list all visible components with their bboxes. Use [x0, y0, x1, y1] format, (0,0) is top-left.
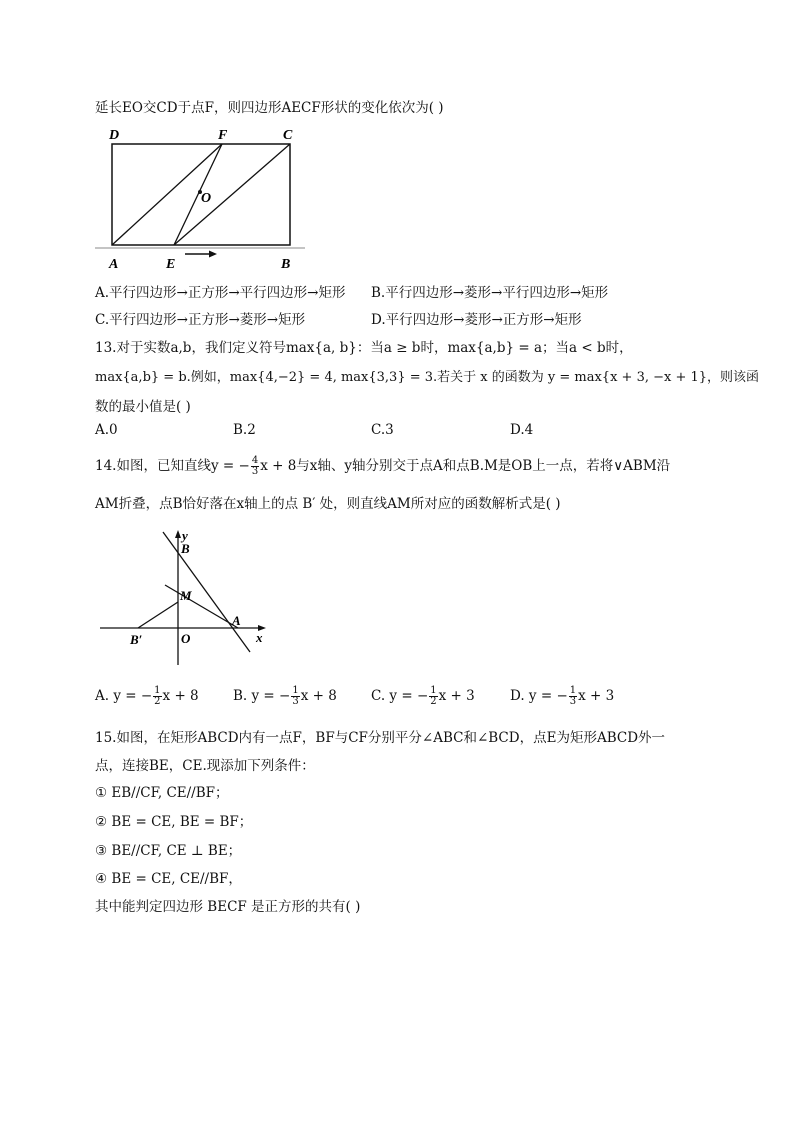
- q13-option-d: D.4: [510, 422, 534, 438]
- q14-c-pre: C. y = −: [371, 688, 429, 704]
- q12-option-c: C.平行四边形→正方形→菱形→矩形: [95, 312, 306, 328]
- q14-frac-den: 3: [251, 466, 259, 477]
- q14-option-b: [233, 686, 337, 707]
- label-C: C: [283, 128, 293, 143]
- q14-a-pre: A. y = −: [95, 688, 153, 704]
- q15-condition-1: ① EB//CF, CE//BF；: [95, 785, 229, 801]
- q14-a-num: 1: [154, 685, 161, 696]
- q14-frac-num: 4: [251, 455, 259, 466]
- q14-option-a: [95, 686, 199, 707]
- q14-d-frac: [569, 686, 577, 707]
- q14-b-post: x + 8: [300, 688, 337, 704]
- q15-condition-4: ④ BE = CE, CE//BF，: [95, 871, 242, 887]
- label-D: D: [109, 128, 120, 143]
- q14-b-frac: [291, 686, 299, 707]
- label-F: F: [218, 128, 228, 143]
- q14-a-frac: [153, 686, 161, 707]
- label-y: y: [182, 528, 188, 543]
- label-A: A: [232, 613, 241, 628]
- label-B: B: [281, 257, 291, 272]
- label-E: E: [166, 257, 176, 272]
- q15-final: 其中能判定四边形 BECF 是正方形的共有( ): [95, 899, 361, 915]
- q14-d-post: x + 3: [578, 688, 615, 704]
- label-M: M: [180, 588, 192, 603]
- label-A: A: [109, 257, 119, 272]
- q15-condition-3: ③ BE//CF, CE ⊥ BE；: [95, 843, 242, 859]
- q13-option-a: A.0: [95, 422, 118, 438]
- q12-option-b: B.平行四边形→菱形→平行四边形→矩形: [371, 285, 609, 301]
- q14-figure: [98, 522, 278, 672]
- label-x: x: [256, 630, 263, 645]
- q15-condition-2: ② BE = CE, BE = BF；: [95, 814, 253, 830]
- q12-option-a: A.平行四边形→正方形→平行四边形→矩形: [95, 285, 346, 301]
- q15-line2: 点，连接BE，CE.现添加下列条件：: [95, 758, 315, 774]
- q14-c-num: 1: [430, 685, 437, 696]
- label-O: O: [181, 631, 191, 646]
- q12-option-d: D.平行四边形→菱形→正方形→矩形: [371, 312, 582, 328]
- q13-line1: 13.对于实数a,b，我们定义符号max{a, b}：当a ≥ b时，max{a,b} = a；当a < b时，: [95, 340, 633, 356]
- q14-option-d: [510, 686, 614, 707]
- label-B: B: [181, 541, 190, 556]
- q14-d-den: 3: [569, 696, 577, 707]
- q14-d-pre: D. y = −: [510, 688, 568, 704]
- q15-line1: 15.如图，在矩形ABCD内有一点F，BF与CF分别平分∠ABC和∠BCD，点E为矩形ABCD外一: [95, 730, 666, 746]
- q14-c-den: 2: [430, 696, 437, 707]
- q14-c-post: x + 3: [438, 688, 475, 704]
- q12-figure: [95, 122, 310, 272]
- q14-b-num: 1: [292, 685, 299, 696]
- label-O: O: [201, 191, 212, 206]
- q14-c-frac: [429, 686, 437, 707]
- q14-d-num: 1: [569, 685, 577, 696]
- q14-a-den: 2: [154, 696, 161, 707]
- q14-line1: [95, 454, 670, 477]
- q13-option-b: B.2: [233, 422, 256, 438]
- q14-line2: AM折叠，点B恰好落在x轴上的点 B′ 处，则直线AM所对应的函数解析式是( ): [95, 496, 561, 512]
- q14-b-den: 3: [292, 696, 299, 707]
- q12-stem: 延长EO交CD于点F，则四边形AECF形状的变化依次为( ): [95, 100, 444, 116]
- q14-line1-pre: 14.如图，已知直线y = −: [95, 458, 250, 474]
- label-Bprime: B′: [130, 632, 143, 647]
- q14-fraction: [251, 456, 259, 477]
- q13-line2: max{a,b} = b.例如，max{4,−2} = 4, max{3,3} = 3.若关于 x 的函数为 y = max{x + 3, −x + 1}，则该函: [95, 370, 760, 385]
- q13-option-c: C.3: [371, 422, 394, 438]
- q14-line1-post: x + 8与x轴、y轴分别交于点A和点B.M是OB上一点，若将∨ABM沿: [260, 458, 671, 474]
- q14-b-pre: B. y = −: [233, 688, 291, 704]
- q14-option-c: [371, 686, 475, 707]
- q13-line3: 数的最小值是( ): [95, 399, 191, 415]
- q14-a-post: x + 8: [162, 688, 199, 704]
